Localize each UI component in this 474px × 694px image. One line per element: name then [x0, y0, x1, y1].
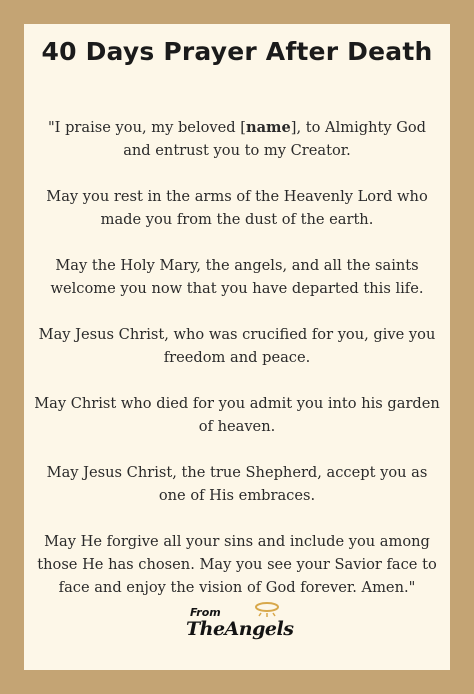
paragraph-2: May you rest in the arms of the Heavenly Lord who made you from the dust of the earth. [46, 188, 428, 228]
paragraph-4: May Jesus Christ, who was crucified for you, give you freedom and peace. [38, 326, 436, 366]
paragraph-7: May He forgive all your sins and include you among those He has chosen. May you see your Savior face to face and enjoy the vision of God forever. Amen." [37, 533, 437, 596]
paragraph-3: May the Holy Mary, the angels, and all the saints welcome you now that you have departed this life. [50, 257, 424, 297]
prayer-text [34, 116, 440, 622]
paragraph-1-start: "I praise you, my beloved [ [47, 119, 246, 136]
paragraph-6: May Jesus Christ, the true Shepherd, accept you as one of His embraces. [46, 464, 428, 504]
paragraph-5: May Christ who died for you admit you into his garden of heaven. [34, 395, 440, 435]
halo-icon [252, 600, 282, 618]
logo-from-text: From [190, 606, 221, 619]
prayer-card [24, 24, 450, 670]
paragraph-1 [34, 116, 440, 162]
logo-main-text: TheAngels [186, 618, 294, 640]
name-placeholder: name [245, 119, 291, 136]
paragraph-1-end: ], to Almighty God and entrust you to my Creator. [123, 119, 427, 159]
page-title: 40 Days Prayer After Death [41, 37, 433, 66]
from-the-angels-logo [186, 604, 294, 654]
